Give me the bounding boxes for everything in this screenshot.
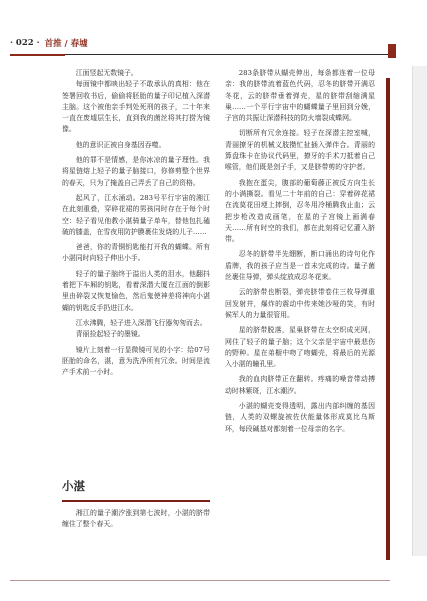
- paragraph: 忍冬的脐带半先绷断，断口涌出的诗句化作盾牌，我的孩子应当是一首未完成的诗。量子菌丝裹住导弹，弹头绽放成忍冬花束。: [225, 250, 375, 282]
- paragraph: 起风了，江水涌动。283号平行宇宙的湘江在此刻重叠，穿碎花裙的男孩同时存在于每个时空：轻子看见他教小湛骑量子单车，替他包扎磕破的膝盖，在雪夜用防护膜裹住发烧的儿子……: [62, 193, 210, 236]
- footer-rule: [10, 580, 390, 581]
- paragraph: 星的脐带脱落，星巢脐带在太空织成光网，网住了轻子的量子脑；这个父亲是宇宙中最悲伤的野种。星在弟橱中吻了吻蝴壳，将最后的光源入小湛的瞳孔里。: [225, 326, 375, 369]
- page-header: [10, 36, 88, 50]
- paragraph: 我抱在蛋尖，腹部的葡萄藤正被反方向生长的小满撕裂。看见二十年前的自己：穿着碎花裙在流莫花田埂上摔倒，忍冬用冷桶腾我止血；云把步枪改造成画笔，在星的子宫镜上画满春天……所有时空的我们，都在此刻将记忆灌入脐带。: [225, 178, 375, 244]
- paragraph: 青丽捡起轻子的墨镜。: [75, 330, 145, 339]
- paragraph: 283条脐带从蝴壳伸出，每条都连着一位母亲：我的脐带流着蓝色代码，忍冬的脐带开满忍冬花，云的脐带垂着弹壳，星的脐带刮缩满星巢……一个平行宇宙中的蝴蝶量子里回到分娩，子宫的共振让深潜科技的防火墙裂成蝶网。: [225, 69, 375, 123]
- section-xiaozhan: [62, 478, 210, 531]
- right-column: [225, 68, 375, 435]
- right-margin-bar: [386, 78, 390, 560]
- paragraph: 江水沸腾，轻子进入深潜飞行器匆匆而去。: [75, 318, 207, 327]
- paragraph: 我的血肉脐带正在翻转。疼痛的噪音带动搏动时林紫斑，江水潮汐。: [225, 375, 375, 395]
- section-title: 小湛: [62, 479, 85, 493]
- paragraph: 镜片上刻着一行显微镜可见的小字：给07号胚胎的命名，湛，意为洗净所有冗余。时间是流产手术前一小时。: [62, 345, 210, 377]
- header-rule: [65, 54, 389, 55]
- header-corner-mark: [388, 44, 396, 58]
- paragraph: 每面镜中都映出轻子不敢承认的真相：他在签署回收书后，偷偷将胚胎的量子印记植入深潜主脑。这个被他亲手判处死刑的孩子，二十年来一直在废墟层生长，直到我的菌丝将其打捞为镜像。: [62, 80, 210, 134]
- paragraph: 轻子的量子脑终于溢出人类的泪水，他翻抖着把下车厢的钥匙，看着深潜大厦在江面的倒影里由碎裂又恢复愉色，然后鬼使神差将神向小湛蝴的钥匙反手扔进江水。: [62, 269, 210, 312]
- paragraph: 切断所有冗余连接。轻子在深潜主控室喊，青丽撩牙的机械义肢攒忙扯插入弹伴合。青丽的算盘珠卡在协议代码里，撩牙的手术刀抵着自己喉管，他们既是刽子手，又是脐带剪的守护者。: [225, 129, 375, 172]
- paragraph: 他的罪不是情感，是你冰凉的量子理性。我将星链熔上轻子的量子脑接口，你修剪整个世界的春天，只为了掩盖自己弄丢了自己的资格。: [62, 156, 210, 187]
- header-accent-rule: [10, 54, 65, 56]
- header-title: 首推 / 春墟: [44, 39, 88, 49]
- page-number: · 022 ·: [10, 38, 40, 48]
- paragraph: 小湛的蝴壳变得透明，露出内部纠缠的基因链，人类的双螺旋被佐伏能量体形成莫比乌斯环，每段碱基对都刻着一位母亲的名字。: [225, 402, 375, 433]
- left-column: [62, 68, 210, 378]
- paragraph: 云的脐带也断裂，弹壳脐带卷住三枚导弹重回发射井，爆炸的震动中传来她沙哑的笑，有时候军人的力量很管用。: [225, 288, 375, 319]
- section-rule: [62, 500, 210, 502]
- paragraph: 湘江的量子潮汐涨到第七波时，小湛的脐带缠住了整个春天。: [62, 509, 210, 529]
- page-edge-strip: [412, 66, 427, 556]
- paragraph: 爸爸，你的青铜钥匙能打开我的蝴蝶。所有小湛同时向轻子伸出小手。: [62, 243, 210, 263]
- paragraph: 江面竖起无数镜子。: [75, 69, 138, 77]
- paragraph: 他的意识正被自身基因吞噬。: [75, 140, 166, 149]
